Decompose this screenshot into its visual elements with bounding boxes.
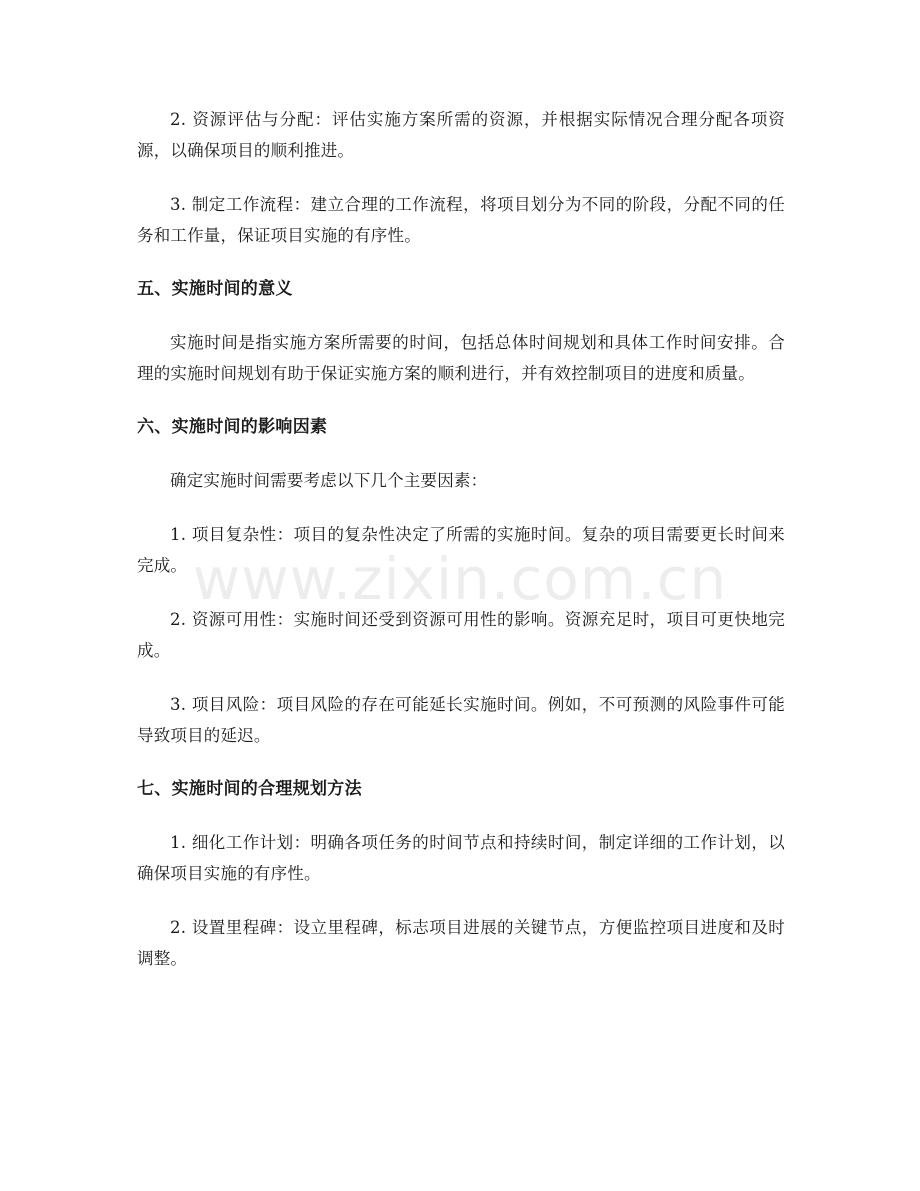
paragraph: 1. 细化工作计划：明确各项任务的时间节点和持续时间，制定详细的工作计划，以确保项目实施的有序性。	[137, 833, 785, 883]
paragraph: 3. 项目风险：项目风险的存在可能延长实施时间。例如，不可预测的风险事件可能导致项目的延迟。	[137, 695, 785, 745]
document-body	[137, 104, 785, 997]
paragraph: 2. 资源评估与分配：评估实施方案所需的资源，并根据实际情况合理分配各项资源，以确保项目的顺利推进。	[137, 110, 785, 160]
section-heading: 七、实施时间的合理规划方法	[137, 779, 362, 799]
paragraph: 2. 设置里程碑：设立里程碑，标志项目进展的关键节点，方便监控项目进度和及时调整。	[137, 918, 785, 968]
paragraph: 确定实施时间需要考虑以下几个主要因素：	[170, 471, 488, 490]
watermark: www.zixin.com.cn	[192, 545, 728, 613]
section-heading: 五、实施时间的意义	[137, 279, 293, 299]
paragraph: 2. 资源可用性：实施时间还受到资源可用性的影响。资源充足时，项目可更快地完成。	[137, 610, 785, 660]
paragraph: 1. 项目复杂性：项目的复杂性决定了所需的实施时间。复杂的项目需要更长时间来完成。	[137, 525, 785, 575]
section-heading: 六、实施时间的影响因素	[137, 417, 328, 437]
paragraph: 3. 制定工作流程：建立合理的工作流程，将项目划分为不同的阶段，分配不同的任务和工作量，保证项目实施的有序性。	[137, 195, 785, 245]
paragraph: 实施时间是指实施方案所需要的时间，包括总体时间规划和具体工作时间安排。合理的实施时间规划有助于保证实施方案的顺利进行，并有效控制项目的进度和质量。	[137, 333, 785, 383]
